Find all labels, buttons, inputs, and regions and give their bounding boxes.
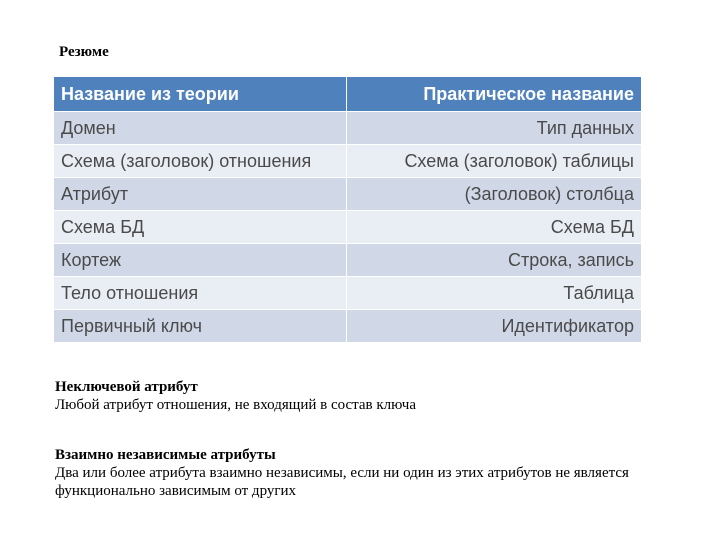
terms-table [53, 76, 642, 343]
table-cell-practical: Строка, запись [347, 244, 642, 277]
table-row [54, 310, 642, 343]
table-row [54, 211, 642, 244]
definition-independent-attributes [55, 446, 695, 500]
definition-text: Любой атрибут отношения, не входящий в состав ключа [55, 397, 416, 413]
table-cell-theory: Схема БД [54, 211, 347, 244]
table-cell-theory: Схема (заголовок) отношения [54, 145, 347, 178]
table-cell-theory: Атрибут [54, 178, 347, 211]
table-cell-practical: Идентификатор [347, 310, 642, 343]
table-cell-practical: (Заголовок) столбца [347, 178, 642, 211]
page-title: Резюме [59, 44, 109, 60]
table-row [54, 145, 642, 178]
table-cell-theory: Первичный ключ [54, 310, 347, 343]
definition-title: Неключевой атрибут [55, 379, 198, 395]
table-cell-practical: Схема БД [347, 211, 642, 244]
definition-title: Взаимно независимые атрибуты [55, 447, 276, 463]
table-cell-theory: Кортеж [54, 244, 347, 277]
table-cell-practical: Таблица [347, 277, 642, 310]
table-cell-theory: Тело отношения [54, 277, 347, 310]
table-cell-theory: Домен [54, 112, 347, 145]
table-row [54, 178, 642, 211]
definition-nonkey-attribute [55, 378, 695, 414]
table-row [54, 244, 642, 277]
table-header-row [54, 77, 642, 112]
column-header-theory: Название из теории [54, 77, 347, 112]
table-cell-practical: Схема (заголовок) таблицы [347, 145, 642, 178]
column-header-practical: Практическое название [347, 77, 642, 112]
table-row [54, 277, 642, 310]
table-row [54, 112, 642, 145]
definition-text: Два или более атрибута взаимно независимы, если ни один из этих атрибутов не является функционально зависимым от других [55, 465, 629, 499]
table-cell-practical: Тип данных [347, 112, 642, 145]
